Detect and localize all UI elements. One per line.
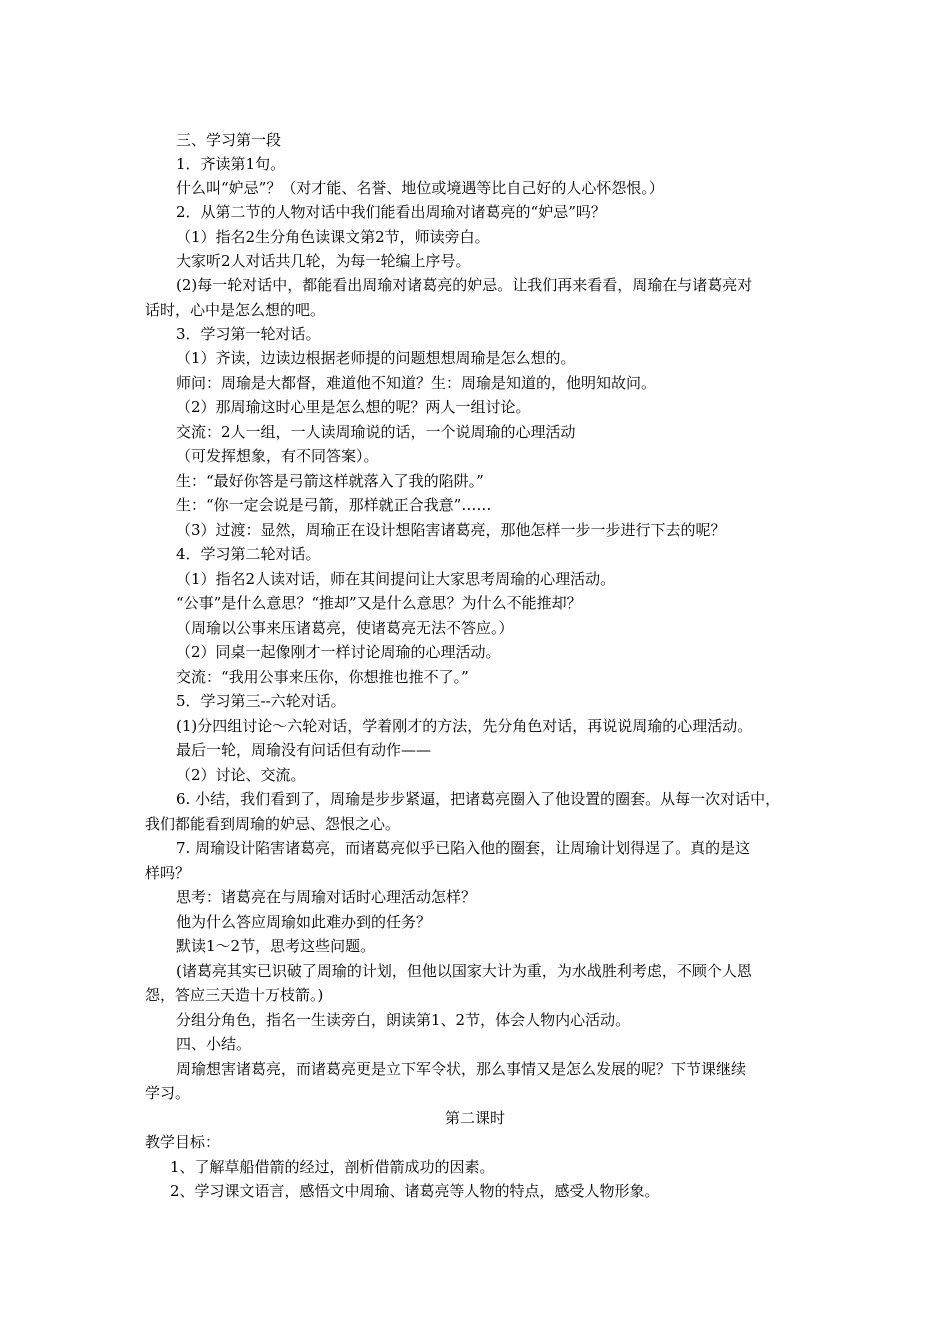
goals-heading: 教学目标：	[145, 1133, 221, 1151]
paragraph-line: 默读1～2节，思考这些问题。	[176, 937, 376, 955]
paragraph-line: 什么叫“妒忌”？（对才能、名誉、地位或境遇等比自己好的人心怀怨恨。）	[176, 179, 664, 197]
paragraph-line: 7. 周瑜设计陷害诸葛亮，而诸葛亮似乎已陷入他的圈套，让周瑜计划得逞了。真的是这	[176, 839, 751, 857]
paragraph-line: （周瑜以公事来压诸葛亮，使诸葛亮无法不答应。）	[176, 619, 514, 637]
paragraph-line: 学习。	[145, 1084, 191, 1102]
step-item: 3．学习第一轮对话。	[176, 325, 321, 343]
paragraph-line: 6. 小结，我们看到了，周瑜是步步紧逼，把诸葛亮圈入了他设置的圈套。从每一次对话中，	[176, 790, 781, 808]
paragraph-line: （可发挥想象，有不同答案）。	[176, 447, 379, 465]
paragraph-line: 他为什么答应周瑜如此难办到的任务？	[176, 913, 432, 931]
goal-item: 1、了解草船借箭的经过，剖析借箭成功的因素。	[170, 1158, 495, 1176]
paragraph-line: 周瑜想害诸葛亮，而诸葛亮更是立下军令状，那么事情又是怎么发展的呢？下节课继续	[176, 1060, 747, 1078]
paragraph-line: 分组分角色，指名一生读旁白，朗读第1、2节，体会人物内心活动。	[176, 1011, 631, 1029]
step-item: 4．学习第二轮对话。	[176, 545, 321, 563]
paragraph-line: (诸葛亮其实已识破了周瑜的计划，但他以国家大计为重，为水战胜利考虑，不顾个人恩	[176, 962, 752, 980]
lesson-title: 第二课时	[444, 1109, 505, 1127]
step-item: 2．从第二节的人物对话中我们能看出周瑜对诸葛亮的“妒忌”吗？	[176, 203, 606, 221]
paragraph-line: 大家听2人对话共几轮，为每一轮编上序号。	[176, 252, 471, 270]
paragraph-line: （2）同桌一起像刚才一样讨论周瑜的心理活动。	[176, 643, 501, 661]
paragraph-line: （2）讨论、交流。	[176, 766, 306, 784]
paragraph-line: 最后一轮，周瑜没有问话但有动作——	[176, 741, 432, 759]
paragraph-line: 话时，心中是怎么想的吧。	[145, 301, 326, 319]
paragraph-line: 交流：“我用公事来压你，你想推也推不了。”	[176, 668, 469, 686]
paragraph-line: 生：“最好你答是弓箭这样就落入了我的陷阱。”	[176, 472, 484, 490]
paragraph-line: 样吗？	[145, 864, 191, 882]
paragraph-line: 师问：周瑜是大都督，难道他不知道？生：周瑜是知道的，他明知故问。	[176, 374, 657, 392]
section-heading: 四、小结。	[176, 1035, 252, 1053]
paragraph-line: （1）指名2人读对话，师在其间提问让大家思考周瑜的心理活动。	[176, 570, 616, 588]
paragraph-line: （2）那周瑜这时心里是怎么想的呢？两人一组讨论。	[176, 398, 531, 416]
paragraph-line: 思考：诸葛亮在与周瑜对话时心理活动怎样？	[176, 888, 477, 906]
paragraph-line: 生：“你一定会说是弓箭，那样就正合我意”……	[176, 496, 492, 514]
step-item: 1．齐读第1句。	[176, 155, 286, 173]
paragraph-line: （1）指名2生分角色读课文第2节，师读旁白。	[176, 228, 490, 246]
paragraph-line: 我们都能看到周瑜的妒忌、怨恨之心。	[145, 815, 401, 833]
paragraph-line: (1)分四组讨论～六轮对话，学着刚才的方法，先分角色对话，再说说周瑜的心理活动。	[176, 717, 753, 735]
paragraph-line: (2)每一轮对话中，都能看出周瑜对诸葛亮的妒忌。让我们再来看看，周瑜在与诸葛亮对	[176, 276, 753, 294]
paragraph-line: （3）过渡：显然，周瑜正在设计想陷害诸葛亮，那他怎样一步一步进行下去的呢？	[176, 521, 726, 539]
paragraph-line: 交流：2人一组，一人读周瑜说的话，一个说周瑜的心理活动	[176, 423, 576, 441]
paragraph-line: （1）齐读，边读边根据老师提的问题想想周瑜是怎么想的。	[176, 349, 576, 367]
paragraph-line: 怨，答应三天造十万枝箭。)	[145, 986, 324, 1004]
step-item: 5．学习第三--六轮对话。	[176, 692, 346, 710]
paragraph-line: “公事”是什么意思？“推却”又是什么意思？为什么不能推却？	[176, 594, 582, 612]
goal-item: 2、学习课文语言，感悟文中周瑜、诸葛亮等人物的特点，感受人物形象。	[170, 1182, 660, 1200]
section-heading: 三、学习第一段	[176, 131, 282, 149]
